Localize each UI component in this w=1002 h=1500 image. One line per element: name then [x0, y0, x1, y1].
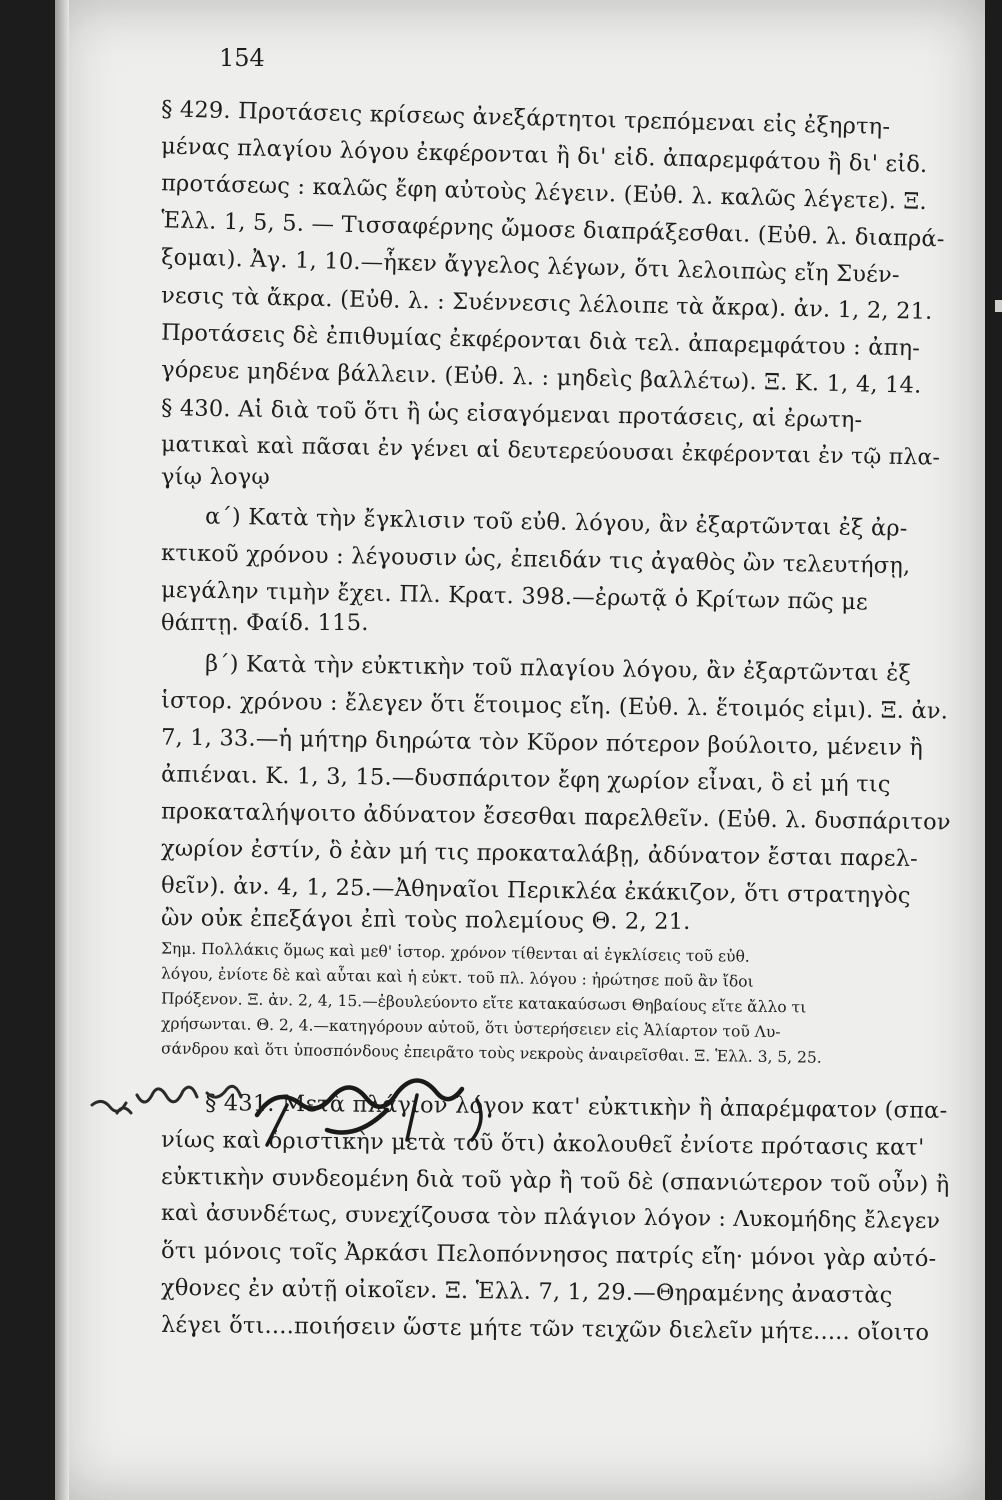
text-line: θεῖν). ἀν. 4, 1, 25.—Ἀθηναῖοι Περικλέα ἐκάκιζον, ὅτι στρατηγὸς	[160, 872, 911, 909]
text-line: κτικοῦ χρόνου : λέγουσιν ὡς, ἐπειδάν τις ἀγαθὸς ὢν τελευτήσῃ,	[160, 540, 911, 580]
text-line: μεγάλην τιμὴν ἔχει. Πλ. Κρατ. 398.—ἐρωτᾷ ὁ Κρίτων πῶς με	[160, 577, 869, 616]
text-line: νεσις τὰ ἄκρα. (Εὐθ. λ. : Συέννεσις λέλοιπε τὰ ἄκρα). ἀν. 1, 2, 21.	[160, 282, 933, 325]
text-line: § 430. Αἱ διὰ τοῦ ὅτι ἢ ὡς εἰσαγόμεναι προτάσεις, αἱ ἐρωτη-	[160, 395, 863, 434]
note-line: λόγου, ἐνίοτε δὲ καὶ αὗται καὶ ἡ εὐκτ. τοῦ πλ. λόγου : ἠρώτησε ποῦ ἂν ἴδοι	[160, 964, 754, 991]
book-page	[55, 0, 985, 1500]
text-line: ὅτι μόνοις τοῖς Ἀρκάσι Πελοπόννησος πατρίς εἴη· μόνοι γὰρ αὐτό-	[160, 1237, 937, 1272]
text-line: ὢν οὐκ ἐπεξάγοι ἐπὶ τοὺς πολεμίους Θ. 2, 21.	[160, 905, 691, 935]
note-line: Σημ. Πολλάκις ὅμως καὶ μεθ' ἱστορ. χρόνον τίθενται αἱ ἐγκλίσεις τοῦ εὐθ.	[160, 939, 750, 966]
text-line: μένας πλαγίου λόγου ἐκφέρονται ἢ δι' εἰδ. ἀπαρεμφάτου ἢ δι' εἰδ.	[160, 133, 928, 179]
text-line: ἀπιέναι. Κ. 1, 3, 15.—δυσπάριτον ἔφη χωρίον εἶναι, ὃ εἰ μή τις	[160, 761, 891, 798]
page-edge-mark	[995, 300, 1002, 312]
text-line: καὶ ἀσυνδέτως, συνεχίζουσα τὸν πλάγιον λόγον : Λυκομήδης ἔλεγεν	[160, 1200, 941, 1234]
handwritten-annotation	[87, 1075, 547, 1160]
note-line: Πρόξενον. Ξ. ἀν. 2, 4, 15.—ἐβουλεύοντο εἴτε κατακαύσωσι Θηβαίους εἴτε ἄλλο τι	[160, 989, 807, 1017]
text-line: προκαταλήψοιτο ἀδύνατον ἔσεσθαι παρελθεῖν. (Εὐθ. λ. δυσπάριτον	[160, 798, 951, 836]
text-line: Ἑλλ. 1, 5, 5. — Τισσαφέρνης ὤμοσε διαπράξεσθαι. (Εὐθ. λ. διαπρά-	[160, 207, 945, 253]
note-line: χρήσωνται. Θ. 2, 4.—κατηγόρουν αὐτοῦ, ὅτι ὑστερήσειεν εἰς Ἁλίαρτον τοῦ Λυ-	[160, 1014, 781, 1042]
text-line: β΄) Κατὰ τὴν εὐκτικὴν τοῦ πλαγίου λόγου, ἂν ἐξαρτῶνται ἐξ	[204, 650, 912, 687]
text-line: ἱστορ. χρόνου : ἔλεγεν ὅτι ἕτοιμος εἴη. (Εὐθ. λ. ἕτοιμός εἰμι). Ξ. ἀν.	[160, 687, 949, 725]
text-line: Προτάσεις δὲ ἐπιθυμίας ἐκφέρονται διὰ τελ. ἀπαρεμφάτου : ἀπη-	[160, 319, 921, 362]
text-line: λέγει ὅτι....ποιήσειν ὥστε μήτε τῶν τειχῶν διελεῖν μήτε..... οἴοιτο	[160, 1311, 930, 1346]
text-line: α΄) Κατὰ τὴν ἔγκλισιν τοῦ εὐθ. λόγου, ἂν ἐξαρτῶνται ἐξ ἀρ-	[204, 503, 908, 542]
note-line: σάνδρου καὶ ὅτι ὑποσπόνδους ἐπειρᾶτο τοὺς νεκροὺς ἀναιρεῖσθαι. Ξ. Ἑλλ. 3, 5, 25.	[160, 1039, 822, 1067]
text-line: ξομαι). Ἀγ. 1, 10.—ἧκεν ἄγγελος λέγων, ὅτι λελοιπὼς εἴη Συέν-	[160, 244, 901, 289]
text-line: νίως καὶ ὁριστικὴν μετὰ τοῦ ὅτι) ἀκολουθεῖ ἐνίοτε πρότασις κατ'	[160, 1126, 925, 1161]
text-line: ματικαὶ καὶ πᾶσαι ἐν γένει αἱ δευτερεύουσαι ἐκφέρονται ἐν τῷ πλα-	[160, 432, 941, 471]
text-line: προτάσεως : καλῶς ἔφη αὐτοὺς λέγειν. (Εὐθ. λ. καλῶς λέγετε). Ξ.	[160, 170, 928, 215]
text-line: χθονες ἐν αὐτῇ οἰκοῖεν. Ξ. Ἑλλ. 7, 1, 29.—Θηραμένης ἀναστὰς	[160, 1274, 893, 1309]
text-line: § 431. Μετὰ πλάγιον λόγον κατ' εὐκτικὴν ἢ ἀπαρέμφατον (σπα-	[204, 1090, 948, 1124]
text-line: γίῳ λογῳ	[161, 464, 270, 490]
text-line: εὐκτικὴν συνδεομένη διὰ τοῦ γὰρ ἢ τοῦ δὲ (σπανιώτερον τοῦ οὖν) ἢ	[160, 1163, 950, 1199]
text-line: χωρίον ἐστίν, ὃ ἐὰν μή τις προκαταλάβῃ, ἀδύνατον ἔσται παρελ-	[160, 835, 919, 873]
text-line: θάπτῃ. Φαίδ. 115.	[161, 610, 369, 636]
text-line: § 429. Προτάσεις κρίσεως ἀνεξάρτητοι τρεπόμεναι εἰς ἐξηρτη-	[160, 96, 891, 141]
text-line: 7, 1, 33.—ἡ μήτηρ διηρώτα τὸν Κῦρον πότερον βούλοιτο, μένειν ἢ	[160, 724, 924, 762]
page-number: 154	[219, 44, 265, 72]
text-line: γόρευε μηδένα βάλλειν. (Εὐθ. λ. : μηδεὶς βαλλέτω). Ξ. Κ. 1, 4, 14.	[160, 356, 922, 399]
